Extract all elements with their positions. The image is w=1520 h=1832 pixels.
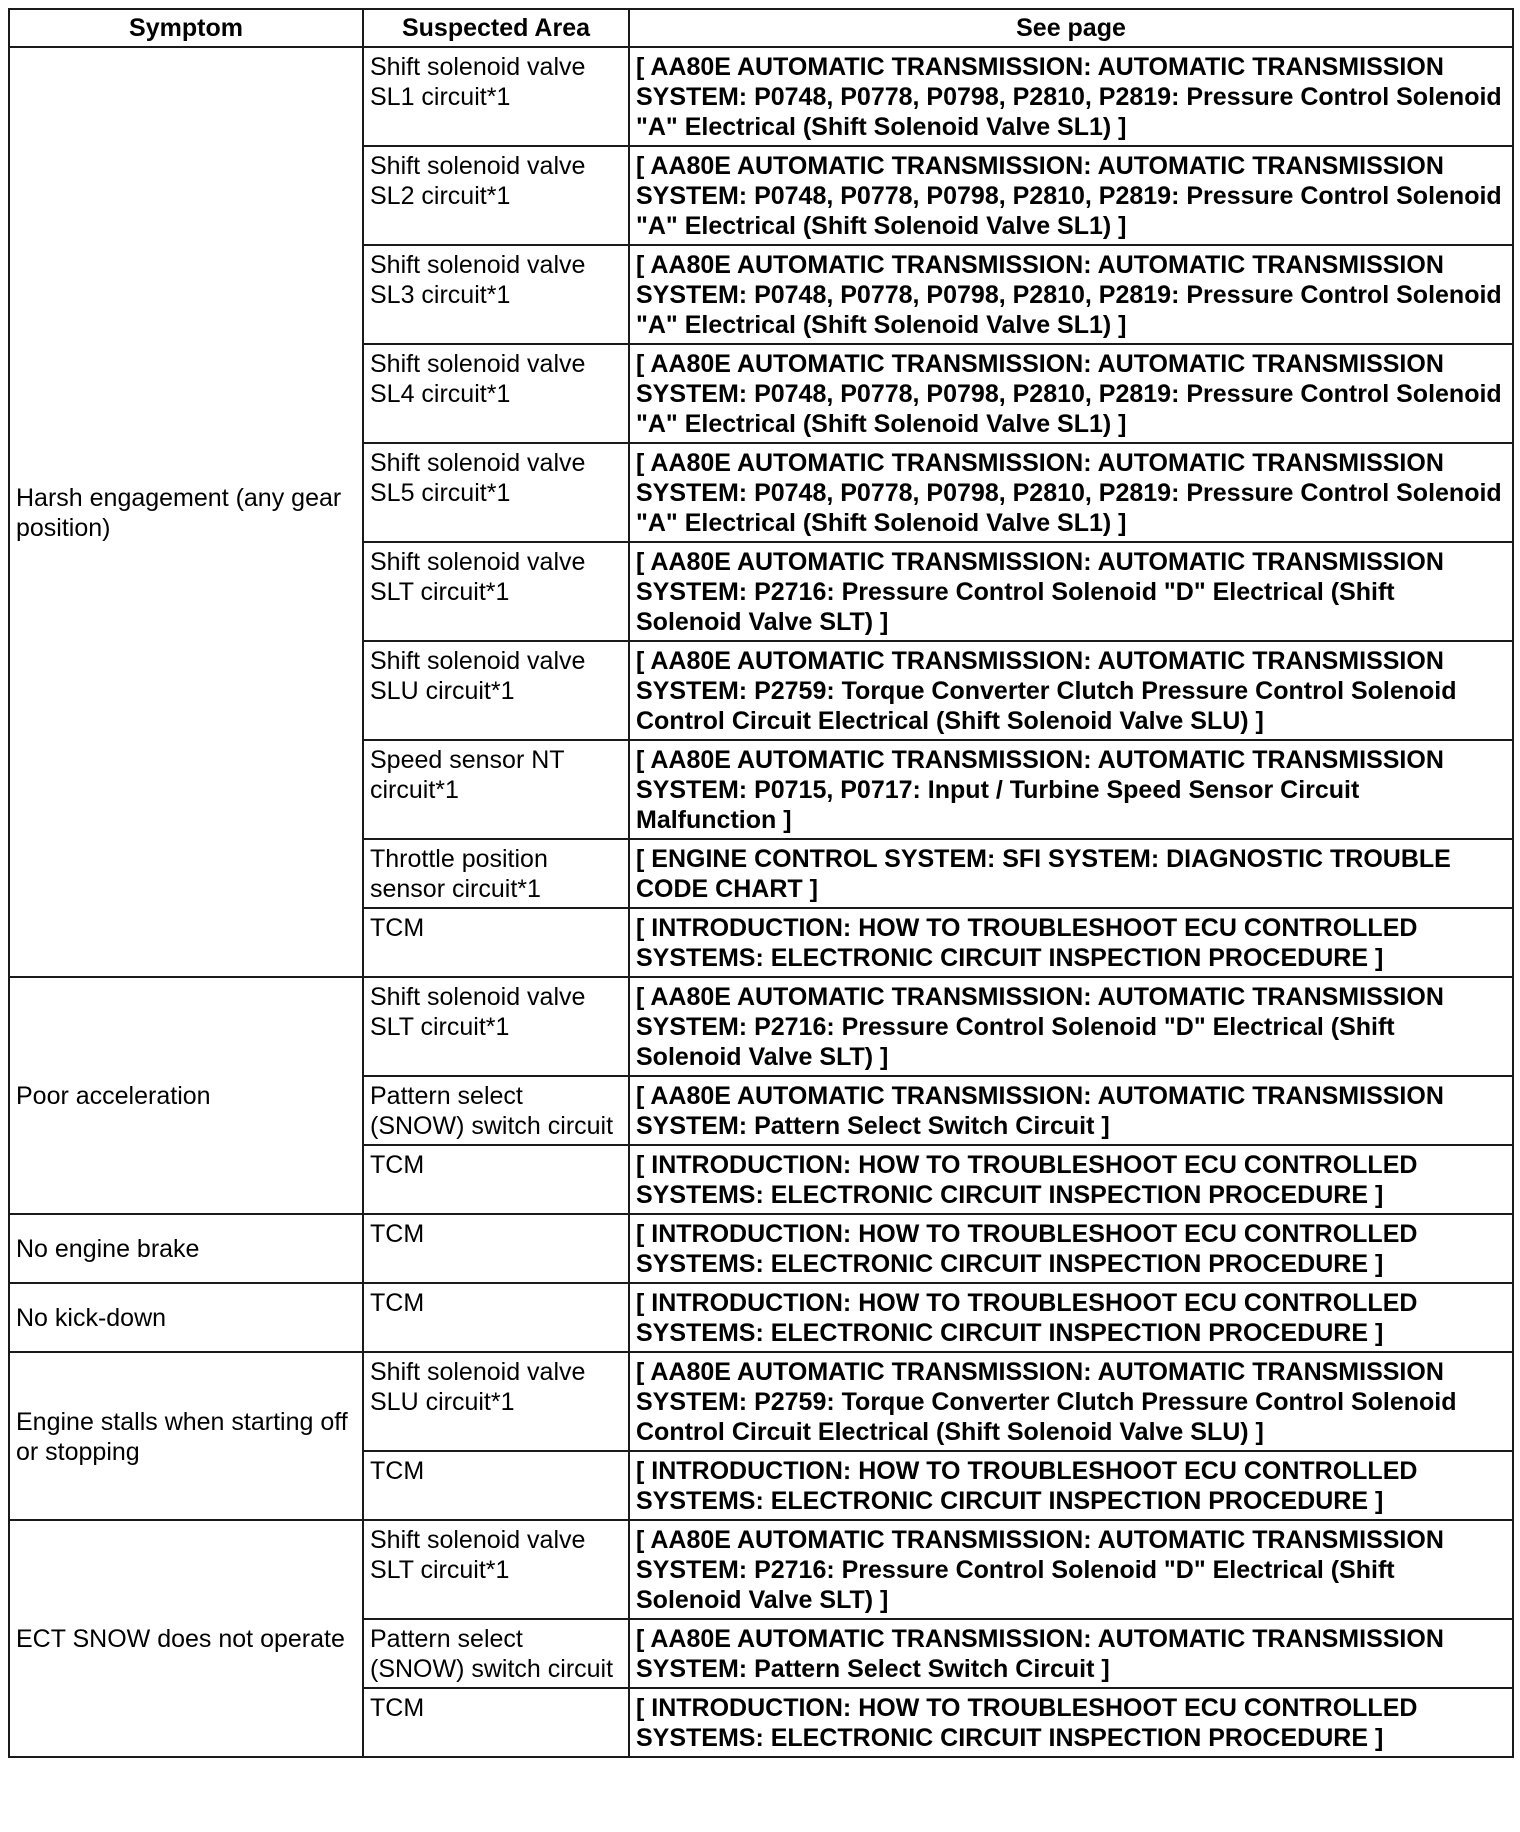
symptom-cell: No kick-down xyxy=(9,1283,363,1352)
suspected-area-cell: Pattern select (SNOW) switch circuit xyxy=(363,1076,629,1145)
suspected-area-cell: Speed sensor NT circuit*1 xyxy=(363,740,629,839)
symptom-cell: ECT SNOW does not operate xyxy=(9,1520,363,1757)
suspected-area-cell: Shift solenoid valve SLT circuit*1 xyxy=(363,542,629,641)
header-see-page: See page xyxy=(629,9,1513,47)
see-page-cell: [ AA80E AUTOMATIC TRANSMISSION: AUTOMATIC TRANSMISSION SYSTEM: P0748, P0778, P0798, P2810, P2819: Pressure Control Solenoid "A" Electrical (Shift Solenoid Valve SL1) ] xyxy=(629,47,1513,146)
suspected-area-cell: Shift solenoid valve SL5 circuit*1 xyxy=(363,443,629,542)
see-page-cell: [ AA80E AUTOMATIC TRANSMISSION: AUTOMATIC TRANSMISSION SYSTEM: P0748, P0778, P0798, P2810, P2819: Pressure Control Solenoid "A" Electrical (Shift Solenoid Valve SL1) ] xyxy=(629,245,1513,344)
header-suspected-area: Suspected Area xyxy=(363,9,629,47)
see-page-cell: [ AA80E AUTOMATIC TRANSMISSION: AUTOMATIC TRANSMISSION SYSTEM: Pattern Select Switch Circuit ] xyxy=(629,1619,1513,1688)
see-page-cell: [ ENGINE CONTROL SYSTEM: SFI SYSTEM: DIAGNOSTIC TROUBLE CODE CHART ] xyxy=(629,839,1513,908)
symptom-cell: Harsh engagement (any gear position) xyxy=(9,47,363,977)
suspected-area-cell: Pattern select (SNOW) switch circuit xyxy=(363,1619,629,1688)
see-page-cell: [ INTRODUCTION: HOW TO TROUBLESHOOT ECU CONTROLLED SYSTEMS: ELECTRONIC CIRCUIT INSPECTION PROCEDURE ] xyxy=(629,1451,1513,1520)
see-page-cell: [ AA80E AUTOMATIC TRANSMISSION: AUTOMATIC TRANSMISSION SYSTEM: P0748, P0778, P0798, P2810, P2819: Pressure Control Solenoid "A" Electrical (Shift Solenoid Valve SL1) ] xyxy=(629,344,1513,443)
table-row xyxy=(9,1520,1513,1619)
suspected-area-cell: TCM xyxy=(363,1214,629,1283)
suspected-area-cell: TCM xyxy=(363,1283,629,1352)
see-page-cell: [ INTRODUCTION: HOW TO TROUBLESHOOT ECU CONTROLLED SYSTEMS: ELECTRONIC CIRCUIT INSPECTION PROCEDURE ] xyxy=(629,908,1513,977)
see-page-cell: [ AA80E AUTOMATIC TRANSMISSION: AUTOMATIC TRANSMISSION SYSTEM: P2716: Pressure Control Solenoid "D" Electrical (Shift Solenoid Valve SLT) ] xyxy=(629,1520,1513,1619)
suspected-area-cell: Shift solenoid valve SL4 circuit*1 xyxy=(363,344,629,443)
table-row xyxy=(9,977,1513,1076)
see-page-cell: [ AA80E AUTOMATIC TRANSMISSION: AUTOMATIC TRANSMISSION SYSTEM: P0748, P0778, P0798, P2810, P2819: Pressure Control Solenoid "A" Electrical (Shift Solenoid Valve SL1) ] xyxy=(629,146,1513,245)
see-page-cell: [ AA80E AUTOMATIC TRANSMISSION: AUTOMATIC TRANSMISSION SYSTEM: P2716: Pressure Control Solenoid "D" Electrical (Shift Solenoid Valve SLT) ] xyxy=(629,542,1513,641)
see-page-cell: [ AA80E AUTOMATIC TRANSMISSION: AUTOMATIC TRANSMISSION SYSTEM: P2759: Torque Converter Clutch Pressure Control Solenoid Control Circuit Electrical (Shift Solenoid Valve SLU) ] xyxy=(629,1352,1513,1451)
table-row xyxy=(9,1352,1513,1451)
table-row xyxy=(9,1283,1513,1352)
suspected-area-cell: Shift solenoid valve SLU circuit*1 xyxy=(363,641,629,740)
suspected-area-cell: TCM xyxy=(363,1145,629,1214)
suspected-area-cell: Shift solenoid valve SL2 circuit*1 xyxy=(363,146,629,245)
table-row xyxy=(9,1214,1513,1283)
see-page-cell: [ AA80E AUTOMATIC TRANSMISSION: AUTOMATIC TRANSMISSION SYSTEM: P0715, P0717: Input / Turbine Speed Sensor Circuit Malfunction ] xyxy=(629,740,1513,839)
see-page-cell: [ INTRODUCTION: HOW TO TROUBLESHOOT ECU CONTROLLED SYSTEMS: ELECTRONIC CIRCUIT INSPECTION PROCEDURE ] xyxy=(629,1283,1513,1352)
symptom-cell: Poor acceleration xyxy=(9,977,363,1214)
see-page-cell: [ AA80E AUTOMATIC TRANSMISSION: AUTOMATIC TRANSMISSION SYSTEM: P0748, P0778, P0798, P2810, P2819: Pressure Control Solenoid "A" Electrical (Shift Solenoid Valve SL1) ] xyxy=(629,443,1513,542)
see-page-cell: [ AA80E AUTOMATIC TRANSMISSION: AUTOMATIC TRANSMISSION SYSTEM: Pattern Select Switch Circuit ] xyxy=(629,1076,1513,1145)
suspected-area-cell: Throttle position sensor circuit*1 xyxy=(363,839,629,908)
see-page-cell: [ AA80E AUTOMATIC TRANSMISSION: AUTOMATIC TRANSMISSION SYSTEM: P2759: Torque Converter Clutch Pressure Control Solenoid Control Circuit Electrical (Shift Solenoid Valve SLU) ] xyxy=(629,641,1513,740)
see-page-cell: [ INTRODUCTION: HOW TO TROUBLESHOOT ECU CONTROLLED SYSTEMS: ELECTRONIC CIRCUIT INSPECTION PROCEDURE ] xyxy=(629,1688,1513,1757)
suspected-area-cell: Shift solenoid valve SLT circuit*1 xyxy=(363,1520,629,1619)
see-page-cell: [ AA80E AUTOMATIC TRANSMISSION: AUTOMATIC TRANSMISSION SYSTEM: P2716: Pressure Control Solenoid "D" Electrical (Shift Solenoid Valve SLT) ] xyxy=(629,977,1513,1076)
document-page xyxy=(8,8,1514,1758)
symptom-cell: Engine stalls when starting off or stopping xyxy=(9,1352,363,1520)
table-body xyxy=(9,47,1513,1757)
see-page-cell: [ INTRODUCTION: HOW TO TROUBLESHOOT ECU CONTROLLED SYSTEMS: ELECTRONIC CIRCUIT INSPECTION PROCEDURE ] xyxy=(629,1214,1513,1283)
suspected-area-cell: Shift solenoid valve SLT circuit*1 xyxy=(363,977,629,1076)
suspected-area-cell: TCM xyxy=(363,908,629,977)
suspected-area-cell: Shift solenoid valve SL1 circuit*1 xyxy=(363,47,629,146)
symptom-table xyxy=(8,8,1514,1758)
header-symptom: Symptom xyxy=(9,9,363,47)
suspected-area-cell: Shift solenoid valve SL3 circuit*1 xyxy=(363,245,629,344)
symptom-cell: No engine brake xyxy=(9,1214,363,1283)
table-row xyxy=(9,47,1513,146)
suspected-area-cell: TCM xyxy=(363,1688,629,1757)
suspected-area-cell: Shift solenoid valve SLU circuit*1 xyxy=(363,1352,629,1451)
suspected-area-cell: TCM xyxy=(363,1451,629,1520)
see-page-cell: [ INTRODUCTION: HOW TO TROUBLESHOOT ECU CONTROLLED SYSTEMS: ELECTRONIC CIRCUIT INSPECTION PROCEDURE ] xyxy=(629,1145,1513,1214)
header-row xyxy=(9,9,1513,47)
